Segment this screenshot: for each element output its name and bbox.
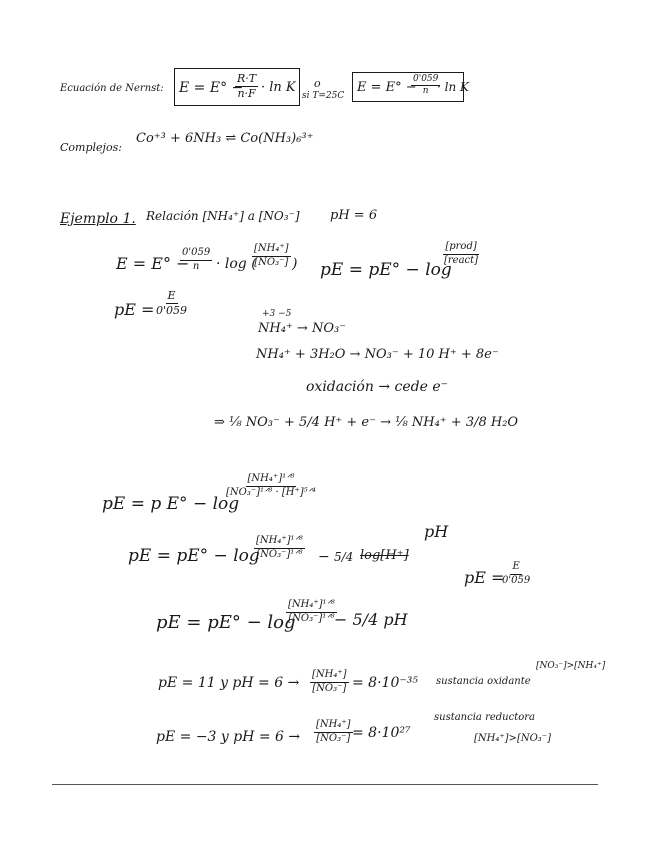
nernst-frac1-den: n·F — [237, 86, 256, 100]
case1-num: [NH₄⁺] — [310, 670, 349, 683]
nernst-condition: si T=25C — [302, 91, 345, 101]
e-log-den: [NO₃⁻] — [254, 256, 289, 268]
pe-num: [prod] — [443, 242, 478, 255]
pe-lhs: pE = pE° − log — [320, 260, 452, 280]
case1-fraction — [310, 670, 349, 694]
complejos-label: Complejos: — [60, 141, 122, 154]
side-pe-lhs: pE = — [464, 568, 505, 587]
nernst-formula-right: · ln K — [261, 80, 296, 95]
e-log: · log ( — [216, 256, 257, 272]
nernst2-formula-left: E = E° − — [357, 80, 417, 95]
line1-fraction — [224, 474, 318, 498]
line3-fraction — [286, 600, 337, 624]
case2-relation: [NH₄⁺]>[NO₃⁻] — [474, 733, 551, 744]
line2-minus: − — [318, 549, 330, 565]
pe-def-num: E — [167, 289, 176, 302]
line3-den: [NO₃⁻]¹ᐟ⁸ — [288, 612, 335, 624]
nernst-box-2 — [352, 72, 469, 102]
case1-value: = 8·10⁻³⁵ — [352, 675, 418, 691]
pe-def-lhs: pE = — [114, 300, 155, 319]
e-log-fraction — [252, 244, 291, 268]
half-reaction: NH₄⁺ + 3H₂O → NO₃⁻ + 10 H⁺ + 8e⁻ — [256, 347, 499, 362]
nernst-fraction-1 — [235, 73, 258, 99]
complejos-equation: Co⁺³ + 6NH₃ ⇌ Co(NH₃)₆³⁺ — [136, 131, 314, 146]
e-fraction — [180, 248, 212, 272]
e-lhs: E = E° − — [116, 254, 190, 273]
line2-ph: pH — [424, 522, 449, 541]
side-pe-fraction — [500, 562, 532, 586]
line2-den: [NO₃⁻]¹ᐟ⁸ — [256, 548, 303, 560]
pe-def-den: 0'059 — [156, 303, 188, 317]
line2-num: [NH₄⁺]¹ᐟ⁸ — [254, 536, 305, 549]
nernst-formula-left: E = E° − — [179, 80, 244, 96]
species: NH₄⁺ → NO₃⁻ — [258, 321, 347, 336]
line2-fraction — [254, 536, 305, 560]
ejemplo-relacion: Relación [NH₄⁺] a [NO₃⁻] — [146, 209, 300, 223]
e-log-num: [NH₄⁺] — [252, 244, 291, 257]
line2-log-h: log[H⁺] — [360, 548, 409, 563]
oxidacion-note: oxidación → cede e⁻ — [306, 379, 449, 395]
nernst-frac1-num: R·T — [237, 72, 257, 85]
case1-condition: pE = 11 y pH = 6 → — [158, 675, 300, 691]
ejemplo-title: Ejemplo 1. — [60, 211, 136, 227]
line2-coef: 5/4 — [334, 550, 354, 564]
ejemplo-ph: pH = 6 — [330, 208, 378, 223]
case1-den: [NO₃⁻] — [312, 682, 347, 694]
side-pe-num: E — [510, 562, 521, 575]
pe-fraction — [442, 242, 480, 266]
case2-num: [NH₄⁺] — [314, 720, 353, 733]
case2-value: = 8·10²⁷ — [352, 725, 411, 741]
nernst-frac2-den: n — [422, 86, 429, 97]
nernst-box-1 — [174, 68, 300, 106]
line1-lhs: pE = p E° − log — [102, 494, 240, 514]
page-divider — [52, 784, 598, 785]
nernst-fraction-2 — [411, 75, 440, 97]
reduction-equation: ⇒ ⅛ NO₃⁻ + 5/4 H⁺ + e⁻ → ⅛ NH₄⁺ + 3/8 H₂O — [214, 415, 519, 430]
line1-den: [NO₃⁻]¹ᐟ⁸ · [H⁺]⁵ᐟ⁴ — [226, 486, 316, 498]
case2-den: [NO₃⁻] — [316, 732, 351, 744]
case2-fraction — [314, 720, 353, 744]
line3-rhs: − 5/4 pH — [334, 610, 408, 629]
case1-relation: [NO₃⁻]>[NH₄⁺] — [536, 661, 606, 671]
nernst-label: Ecuación de Nernst: — [60, 83, 164, 94]
pe-def-fraction — [154, 290, 189, 316]
e-close: ) — [292, 256, 298, 272]
case2-condition: pE = −3 y pH = 6 → — [156, 729, 301, 745]
nernst2-formula-right: · ln K — [437, 80, 469, 94]
line2-lhs: pE = pE° − log — [128, 546, 260, 566]
nernst-frac2-num: 0'059 — [411, 75, 440, 86]
nernst-or: o — [314, 77, 321, 90]
e-frac-den: n — [192, 260, 200, 272]
line3-num: [NH₄⁺]¹ᐟ⁸ — [286, 600, 337, 613]
case2-description: sustancia reductora — [434, 712, 535, 723]
side-pe-den: 0'059 — [502, 574, 531, 586]
line1-num: [NH₄⁺]¹ᐟ⁸ — [246, 474, 297, 487]
line3-lhs: pE = pE° − log — [156, 612, 296, 633]
ox-states: +3 −5 — [262, 309, 292, 319]
case1-description: sustancia oxidante — [436, 676, 531, 687]
pe-den: [react] — [444, 254, 479, 266]
e-frac-num: 0'059 — [180, 248, 212, 261]
